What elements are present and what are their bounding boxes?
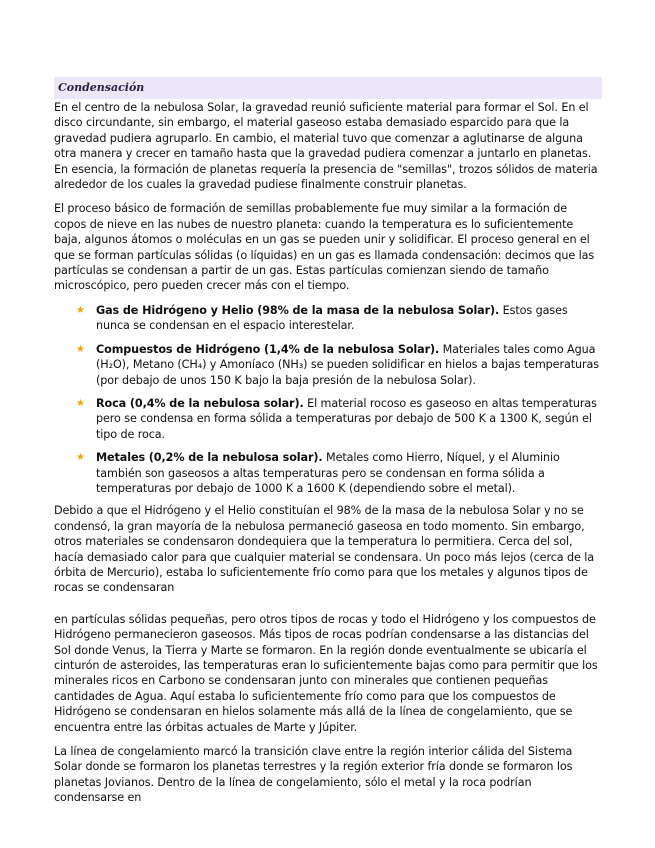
- paragraph-composition: Debido a que el Hidrógeno y el Helio constituían el 98% de la masa de la nebulosa Solar y no se condensó, la gran mayoría de la nebulosa permaneció gaseosa en todo momento. Sin embargo, otros materiales se condensaron dondequiera que la temperatura lo permitiera. Cerca del sol, hacía demasiado calor para que cualquier material se condensara. Un poco más lejos (cerca de la órbita de Mercurio), estaba lo suficientemente frío como para que los metales y algunos tipos de rocas se condensaran: [54, 504, 594, 595]
- list-item-text: El material rocoso es gaseoso en altas temperaturas pero se condensa en forma sólida a temperaturas por debajo de 500 K a 1300 K, según el tipo de roca.: [96, 396, 597, 441]
- list-item-title: Roca (0,4% de la nebulosa solar).: [96, 396, 304, 410]
- paragraph-intro: En el centro de la nebulosa Solar, la gravedad reunió suficiente material para formar el Sol. En el disco circundante, sin embargo, el material gaseoso estaba demasiado esparcido para que la gravedad pudiera agruparlo. En cambio, el material tuvo que comenzar a aglutinarse de alguna otra manera y crecer en tamaño hasta que la gravedad pudiera comenzar a juntarlo en planetas. En esencia, la formación de planetas requería la presencia de "semillas", trozos sólidos de materia alrededor de los cuales la gravedad pudiese finalmente construir planetas.: [54, 101, 598, 192]
- list-item-title: Gas de Hidrógeno y Helio (98% de la masa de la nebulosa Solar).: [96, 303, 500, 317]
- composition-list: [54, 303, 602, 496]
- list-item-title: Metales (0,2% de la nebulosa solar).: [96, 451, 323, 465]
- star-bullet-icon: ★: [76, 397, 85, 409]
- list-item-title: Compuestos de Hidrógeno (1,4% de la nebulosa Solar).: [96, 342, 440, 356]
- section-heading: Condensación: [54, 77, 602, 99]
- list-item: [54, 396, 602, 442]
- paragraph-condensation-zones: en partículas sólidas pequeñas, pero otros tipos de rocas y todo el Hidrógeno y los compuestos de Hidrógeno permanecieron gaseosos. Más tipos de rocas podrían condensarse a las distancias del Sol donde Venus, la Tierra y Marte se formaron. En la región donde eventualmente se ubicaría el cinturón de asteroides, las temperaturas eran lo suficientemente bajas como para permitir que los minerales ricos en Carbono se condensaran junto con minerales que contienen pequeñas cantidades de Agua. Aquí estaba lo suficientemente frío como para que los compuestos de Hidrógeno se condensaran en hielos solamente más allá de la línea de congelamiento, que se encuentra entre las órbitas actuales de Marte y Júpiter.: [54, 612, 598, 734]
- star-bullet-icon: ★: [76, 304, 85, 316]
- list-item-text: Materiales tales como Agua (H₂O), Metano (CH₄) y Amoníaco (NH₃) se pueden solidificar en hielos a bajas temperaturas (por debajo de unos 150 K bajo la baja presión de la nebulosa Solar).: [96, 342, 599, 387]
- paragraph-frost-line: La línea de congelamiento marcó la transición clave entre la región interior cálida del Sistema Solar donde se formaron los planetas terrestres y la región exterior fría donde se formaron los planetas Jovianos. Dentro de la línea de congelamiento, sólo el metal y la roca podrían condensarse en: [54, 745, 573, 805]
- star-bullet-icon: ★: [76, 452, 85, 464]
- list-item-text: Metales como Hierro, Níquel, y el Aluminio también son gaseosos a altas temperaturas pero se condensan en forma sólida a temperaturas por debajo de 1000 K a 1600 K (dependiendo sobre el metal).: [96, 451, 560, 495]
- document-page: [54, 77, 602, 806]
- list-item: [54, 342, 602, 388]
- star-bullet-icon: ★: [76, 343, 85, 355]
- list-item: [54, 303, 602, 334]
- list-item-text: Estos gases nunca se condensan en el espacio interestelar.: [96, 303, 568, 333]
- paragraph-condensation: El proceso básico de formación de semillas probablemente fue muy similar a la formación de copos de nieve en las nubes de nuestro planeta: cuando la temperatura es lo suficientemente baja, algunos átomos o moléculas en un gas se pueden unir y solidificar. El proceso general en el que se forman partículas sólidas (o líquidas) en un gas es llamada condensación: decimos que las partículas se condensan a partir de un gas. Estas partículas comienzan siendo de tamaño microscópico, pero pueden crecer más con el tiempo.: [54, 202, 595, 293]
- list-item: [54, 450, 602, 496]
